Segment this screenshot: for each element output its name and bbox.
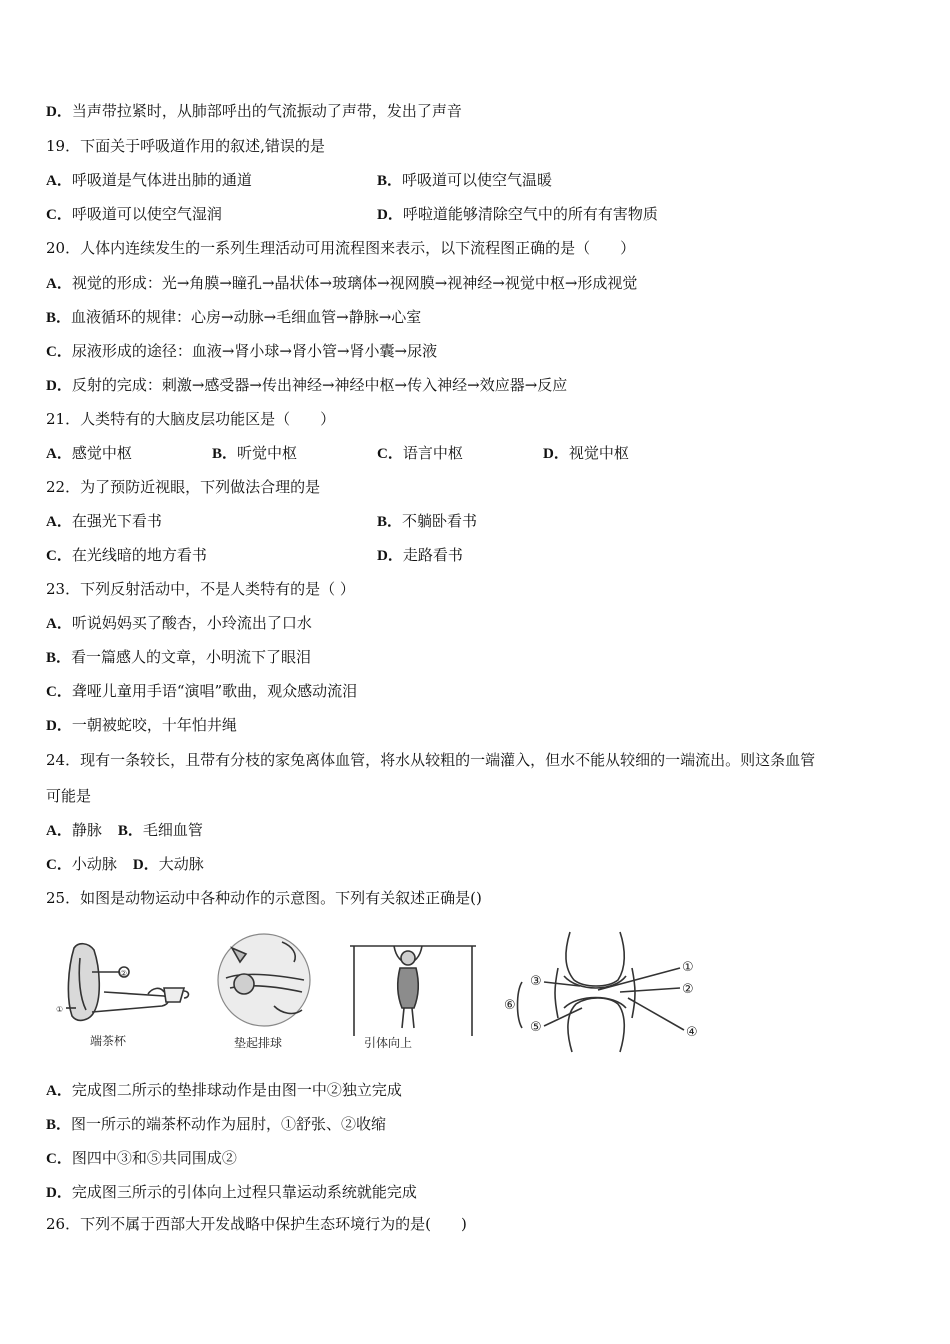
joint-label-4: ④: [686, 1025, 698, 1040]
option-text: 一朝被蛇咬，十年怕井绳: [71, 716, 237, 734]
svg-text:①: ①: [56, 1005, 64, 1014]
option-text: 呼啦道能够清除空气中的所有有害物质: [402, 205, 658, 223]
joint-label-2: ②: [682, 982, 694, 997]
q25-option-b: [46, 1114, 386, 1135]
option-letter: C．: [46, 1151, 72, 1167]
option-letter: C．: [46, 344, 72, 360]
q20-stem: 20．人体内连续发生的一系列生理活动可用流程图来表示，以下流程图正确的是（ ）: [46, 239, 636, 257]
option-text: 图一所示的端茶杯动作为屈肘，①舒张、②收缩: [71, 1115, 387, 1133]
option-letter: D．: [46, 718, 72, 734]
joint-label-5: ⑤: [530, 1020, 542, 1035]
option-text: 小动脉: [71, 855, 117, 873]
option-text: 视觉中枢: [568, 444, 629, 462]
option-letter: C．: [377, 446, 403, 462]
option-text: 毛细血管: [142, 821, 203, 839]
joint-label-3: ③: [530, 974, 542, 989]
option-letter: A．: [46, 616, 72, 632]
option-text: 视觉的形成：光→角膜→瞳孔→晶状体→玻璃体→视网膜→视神经→视觉中枢→形成视觉: [71, 274, 638, 292]
q24-stem-line1: 24．现有一条较长，且带有分枝的家兔离体血管，将水从较粗的一端灌入，但水不能从较细的一端流出。则这条血管: [46, 751, 816, 769]
q25-option-a: [46, 1080, 402, 1101]
q19-stem: 19．下面关于呼吸道作用的叙述,错误的是: [46, 137, 325, 155]
option-text: 大动脉: [158, 855, 204, 873]
option-letter: A．: [46, 446, 72, 462]
option-letter: D．: [46, 1185, 72, 1201]
option-text: 呼吸道可以使空气温暖: [402, 171, 553, 189]
option-text: 语言中枢: [402, 444, 463, 462]
q21-stem: 21．人类特有的大脑皮层功能区是（ ）: [46, 410, 336, 428]
option-text: 静脉: [71, 821, 102, 839]
q24-options-row1: [46, 820, 203, 841]
option-letter: B．: [46, 650, 72, 666]
volleyball-illustration: [212, 928, 322, 1038]
option-text: 完成图三所示的引体向上过程只靠运动系统就能完成: [71, 1183, 417, 1201]
option-text: 在光线暗的地方看书: [71, 546, 207, 564]
option-text: 血液循环的规律：心房→动脉→毛细血管→静脉→心室: [71, 308, 422, 326]
option-letter: C．: [46, 684, 72, 700]
q19-option-d: [377, 204, 658, 225]
option-letter: B．: [46, 1117, 72, 1133]
option-letter: A．: [46, 173, 72, 189]
q22-stem: 22．为了预防近视眼，下列做法合理的是: [46, 478, 321, 496]
q25-option-d: [46, 1182, 417, 1203]
option-text: 当声带拉紧时，从肺部呼出的气流振动了声带，发出了声音: [71, 102, 462, 120]
q23-stem: 23．下列反射活动中，不是人类特有的是（ ）: [46, 580, 355, 598]
q22-option-a: [46, 511, 162, 532]
q20-option-b: [46, 307, 421, 328]
option-text: 听觉中枢: [237, 444, 298, 462]
option-text: 在强光下看书: [71, 512, 162, 530]
option-text: 呼吸道可以使空气湿润: [71, 205, 222, 223]
q23-option-c: [46, 681, 357, 702]
arm-illustration: [52, 928, 192, 1038]
q20-option-c: [46, 341, 437, 362]
fig1-caption: 端茶杯: [90, 1034, 127, 1048]
q21-option-a: [46, 443, 132, 464]
option-letter: A．: [46, 514, 72, 530]
option-letter: D．: [377, 207, 403, 223]
q22-option-d: [377, 545, 463, 566]
svg-text:②: ②: [120, 969, 128, 978]
joint-label-1: ①: [682, 960, 694, 975]
option-letter: B．: [117, 823, 143, 839]
option-text: 感觉中枢: [71, 444, 132, 462]
option-letter: A．: [46, 276, 72, 292]
option-letter: B．: [377, 173, 403, 189]
option-letter: B．: [212, 446, 238, 462]
q23-option-a: [46, 613, 312, 634]
q18-option-d: [46, 101, 462, 122]
option-letter: D．: [46, 378, 72, 394]
joint-label-6: ⑥: [504, 998, 516, 1013]
q25-option-c: [46, 1148, 237, 1169]
q19-option-a: [46, 170, 252, 191]
q26-stem: 26．下列不属于西部大开发战略中保护生态环境行为的是( ): [46, 1215, 467, 1233]
fig3-caption: 引体向上: [364, 1036, 413, 1050]
q19-option-b: [377, 170, 552, 191]
option-letter: B．: [46, 310, 72, 326]
fig2-caption: 垫起排球: [234, 1036, 283, 1050]
joint-illustration: [498, 928, 712, 1056]
q19-option-c: [46, 204, 222, 225]
option-text: 呼吸道是气体进出肺的通道: [71, 171, 252, 189]
option-letter: A．: [46, 1083, 72, 1099]
figure-joint-diagram: [498, 928, 712, 1060]
option-text: 看一篇感人的文章，小明流下了眼泪: [71, 648, 312, 666]
option-letter: A．: [46, 823, 72, 839]
option-letter: C．: [46, 548, 72, 564]
option-text: 不躺卧看书: [402, 512, 478, 530]
option-text: 听说妈妈买了酸杏，小玲流出了口水: [71, 614, 312, 632]
option-letter: C．: [46, 857, 72, 873]
q25-figures: [52, 928, 712, 1060]
option-letter: D．: [46, 104, 72, 120]
q22-option-c: [46, 545, 207, 566]
q20-option-a: [46, 273, 637, 294]
option-text: 反射的完成：刺激→感受器→传出神经→神经中枢→传入神经→效应器→反应: [71, 376, 568, 394]
q24-stem-line2: 可能是: [46, 787, 92, 805]
option-letter: B．: [377, 514, 403, 530]
q21-option-d: [543, 443, 629, 464]
q23-option-b: [46, 647, 311, 668]
q25-stem: 25．如图是动物运动中各种动作的示意图。下列有关叙述正确是(): [46, 889, 482, 907]
option-letter: C．: [46, 207, 72, 223]
q21-option-b: [212, 443, 297, 464]
option-letter: D．: [543, 446, 569, 462]
figure-volleyball: [212, 928, 322, 1060]
figure-pullup: [344, 928, 484, 1060]
option-text: 聋哑儿童用手语“演唱”歌曲，观众感动流泪: [71, 682, 358, 700]
q21-option-c: [377, 443, 463, 464]
q22-option-b: [377, 511, 477, 532]
option-text: 走路看书: [402, 546, 463, 564]
q24-options-row2: [46, 854, 204, 875]
q23-option-d: [46, 715, 237, 736]
pullup-illustration: [344, 928, 484, 1038]
option-text: 图四中③和⑤共同围成②: [71, 1149, 237, 1167]
option-letter: D．: [377, 548, 403, 564]
q20-option-d: [46, 375, 567, 396]
option-text: 完成图二所示的垫排球动作是由图一中②独立完成: [71, 1081, 402, 1099]
option-text: 尿液形成的途径：血液→肾小球→肾小管→肾小囊→尿液: [71, 342, 438, 360]
option-letter: D．: [132, 857, 159, 873]
figure-arm-teacup: [52, 928, 192, 1060]
